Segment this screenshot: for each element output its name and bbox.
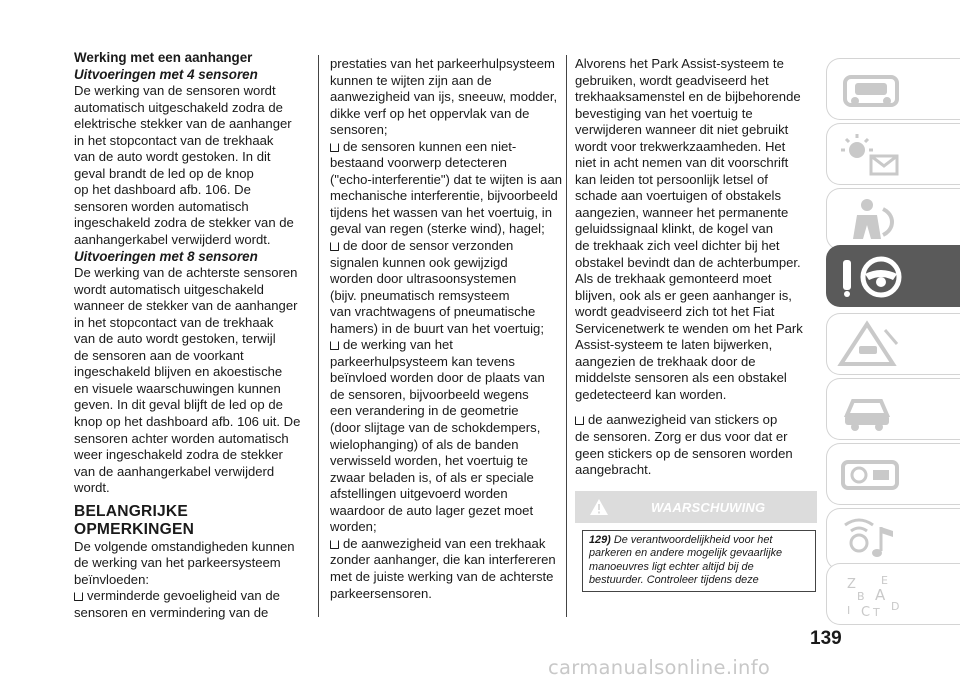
text-line: de sensoren kunnen een niet-	[343, 138, 517, 154]
text-line: gebruiken, wordt geadviseerd het	[575, 72, 769, 88]
seat-safety-icon	[837, 195, 907, 245]
svg-text:T: T	[873, 606, 880, 619]
text-line: de trekhaak zich veel dichter bij het	[575, 238, 780, 254]
text-line: aangebracht.	[575, 462, 652, 478]
warning-body	[582, 530, 816, 592]
text-line: parkeerhulpsysteem kan tevens	[330, 353, 515, 369]
chapter-tab-starting-driving[interactable]	[826, 245, 960, 307]
text-line: de sensoren, bijvoorbeeld wegens	[330, 386, 529, 402]
text-line: de sensoren. Zorg er dus voor dat er	[575, 429, 788, 445]
text-line: afstellingen uitgevoerd worden	[330, 486, 508, 502]
text-line: worden;	[330, 519, 377, 535]
svg-text:C: C	[861, 605, 871, 620]
paragraph	[575, 56, 815, 403]
text-line: mechanische interferentie, bijvoorbeeld	[330, 188, 558, 204]
subheading-4-sensors: Uitvoeringen met 4 sensoren	[74, 66, 258, 82]
text-line: de sensoren aan de voorkant	[74, 347, 244, 363]
text-line: zwaar beladen is, of als er speciale	[330, 469, 534, 485]
text-line: in het stopcontact van de trekhaak	[74, 132, 274, 148]
text-line: de werking van het parkeersysteem	[74, 555, 281, 571]
warning-lights-icon	[837, 130, 907, 180]
text-line: knop op het dashboard afb. 106 uit. De	[74, 414, 301, 430]
bullet-item	[575, 412, 815, 478]
text-line: De volgende omstandigheden kunnen	[74, 538, 295, 554]
text-line: de aanwezigheid van een trekhaak	[343, 535, 546, 551]
text-line: signalen kunnen ook gewijzigd	[330, 254, 508, 270]
text-line: een verandering in de geometrie	[330, 403, 519, 419]
bullet-icon	[575, 416, 584, 425]
warning-title: WAARSCHUWING	[651, 500, 766, 515]
bullet-item	[74, 588, 308, 621]
bullet-item	[330, 337, 562, 536]
chapter-tab-index[interactable]	[826, 563, 960, 625]
svg-text:E: E	[881, 574, 888, 587]
text-line: geval van regen (sterke wind), hagel;	[330, 221, 545, 237]
bullet-item	[330, 536, 562, 602]
technical-data-icon	[837, 450, 907, 500]
text-line: verwisseld worden, het voertuig te	[330, 453, 528, 469]
column-left	[74, 50, 308, 622]
text-line: waardoor de auto lager gezet moet	[330, 502, 534, 518]
text-line: kunnen te wijten zijn aan de	[330, 72, 492, 88]
text-line: trekhaaksamenstel en de bijbehorende	[575, 89, 801, 105]
text-line: wielophanging) of als de banden	[330, 436, 519, 452]
paragraph	[74, 539, 308, 589]
text-line: geval brandt de led op de knop	[74, 165, 254, 181]
text-line: sensoren worden automatisch	[74, 198, 249, 214]
text-line: gedetecteerd kan worden.	[575, 386, 727, 402]
text-line: blijven, ook als er geen aanhanger is,	[575, 287, 792, 303]
text-line: kan leiden tot persoonlijk letsel of	[575, 171, 768, 187]
paragraph	[330, 56, 562, 139]
column-divider	[566, 55, 567, 617]
subheading-8-sensors: Uitvoeringen met 8 sensoren	[74, 248, 258, 264]
text-line: ingeschakeld blijven en akoestische	[74, 364, 283, 380]
text-line: middelste sensoren als een obstakel	[575, 370, 787, 386]
text-line: automatisch uitgeschakeld zodra de	[74, 99, 283, 115]
chapter-tab-warning-lights[interactable]	[826, 123, 960, 185]
text-line: zonder aanhanger, die kan interfereren	[330, 552, 556, 568]
column-middle	[330, 56, 562, 602]
caps-heading-line1: BELANGRIJKE	[74, 502, 188, 520]
text-line: geen stickers op de sensoren worden	[575, 445, 793, 461]
text-line: niet in acht nemen van dit voorschrift	[575, 155, 789, 171]
text-line: aanwezigheid van ijs, sneeuw, modder,	[330, 89, 558, 105]
maintenance-car-icon	[837, 385, 907, 435]
bullet-icon	[330, 341, 339, 350]
text-line: wordt automatisch uitgeschakeld	[74, 281, 264, 297]
bullet-icon	[330, 540, 339, 549]
column-divider	[318, 55, 319, 617]
text-line: van de auto wordt gestoken. In dit	[74, 149, 271, 165]
chapter-tab-dashboard[interactable]	[826, 58, 960, 120]
text-line: van vrachtwagens of pneumatische	[330, 304, 536, 320]
multimedia-icon	[837, 515, 907, 565]
text-line: hamers) in de buurt van het voertuig;	[330, 320, 544, 336]
warning-header	[575, 491, 817, 523]
text-line: verwijderen wanneer dit niet gebruikt	[575, 122, 789, 138]
text-line: aangezien, wanneer het permanente	[575, 204, 789, 220]
bullet-item	[330, 238, 562, 337]
section-heading: Werking met een aanhanger	[74, 50, 253, 65]
text-line: Alvorens het Park Assist-systeem te	[575, 56, 784, 71]
text-line: geluidssignaal klinkt, de kogel van	[575, 221, 773, 237]
text-line: manoeuvres ligt echter altijd bij de	[589, 560, 754, 573]
text-line: geven. In dit geval blijft de led op de	[74, 397, 283, 413]
caps-heading-line2: OPMERKINGEN	[74, 520, 195, 538]
text-line: De werking van de sensoren wordt	[74, 83, 276, 99]
warning-number: 129)	[589, 534, 611, 546]
car-dashboard-icon	[837, 65, 907, 115]
svg-text:I: I	[847, 604, 851, 617]
text-line: Assist-systeem te laten bijwerken,	[575, 337, 773, 353]
text-line: beïnvloeden:	[74, 571, 149, 587]
bullet-icon	[330, 242, 339, 251]
text-line: parkeersensoren.	[330, 585, 432, 601]
text-line: de door de sensor verzonden	[343, 238, 514, 254]
watermark: carmanualsonline.info	[548, 656, 771, 679]
text-line: wordt voor trekwerkzaamheden. Het	[575, 138, 786, 154]
text-line: De verantwoordelijkheid voor het	[613, 534, 773, 546]
text-line: van de aanhangerkabel verwijderd	[74, 463, 275, 479]
text-line: aangezien de trekhaak door de	[575, 353, 756, 369]
text-line: op het dashboard afb. 106. De	[74, 182, 251, 198]
page-number: 139	[810, 628, 842, 649]
paragraph	[74, 265, 308, 497]
text-line: sensoren achter worden automatisch	[74, 430, 289, 446]
text-line: parkeren en andere mogelijk gevaarlijke	[589, 547, 783, 560]
index-letters-icon	[837, 570, 907, 620]
text-line: obstakel bevindt dan de achterbumper.	[575, 254, 801, 270]
text-line: (door slijtage van de schokdempers,	[330, 420, 541, 436]
chapter-tab-technical-data[interactable]	[826, 443, 960, 505]
text-line: beïnvloed worden door de plaats van	[330, 370, 545, 386]
chapter-tab-safety[interactable]	[826, 188, 960, 250]
text-line: De werking van de achterste sensoren	[74, 265, 298, 281]
text-line: bestaand voorwerp detecteren	[330, 155, 507, 171]
text-line: van de auto wordt gestoken, terwijl	[74, 331, 276, 347]
text-line: aanhangerkabel verwijderd wordt.	[74, 232, 271, 248]
chapter-tab-emergency[interactable]	[826, 313, 960, 375]
chapter-tab-maintenance[interactable]	[826, 378, 960, 440]
text-line: Als de trekhaak gemonteerd moet	[575, 271, 772, 287]
text-line: weer ingeschakeld zodra de stekker	[74, 447, 283, 463]
svg-text:Z: Z	[847, 577, 856, 592]
text-line: schade aan voertuigen of obstakels	[575, 188, 782, 204]
text-line: met de juiste werking van de achterste	[330, 568, 554, 584]
text-line: wordt.	[74, 480, 110, 496]
text-line: sensoren;	[330, 122, 388, 138]
text-line: ("echo-interferentie") dat te wijten is aan	[330, 171, 563, 187]
chapter-tab-multimedia[interactable]	[826, 508, 960, 570]
svg-text:B: B	[857, 590, 865, 603]
text-line: verminderde gevoeligheid van de	[87, 588, 280, 604]
text-line: wanneer de stekker van de aanhanger	[74, 298, 298, 314]
text-line: bestuurder. Controleer tijdens deze	[589, 574, 759, 587]
bullet-item	[330, 139, 562, 238]
svg-text:A: A	[875, 586, 886, 604]
text-line: worden door ultrasoonsystemen	[330, 271, 517, 287]
text-line: wordt geadviseerd zich tot het Fiat	[575, 304, 775, 320]
text-line: Servicenetwerk te wenden om het Park	[575, 320, 803, 336]
text-line: bevestiging van het voertuig te	[575, 105, 753, 121]
text-line: sensoren en vermindering van de	[74, 604, 269, 620]
text-line: tijdens het wassen van het voertuig, in	[330, 204, 552, 220]
text-line: en visuele waarschuwingen kunnen	[74, 380, 281, 396]
text-line: prestaties van het parkeerhulpsysteem	[330, 56, 555, 71]
text-line: dikke verf op het oppervlak van de	[330, 105, 530, 121]
svg-text:D: D	[891, 600, 900, 613]
text-line: (bijv. pneumatisch remsysteem	[330, 287, 510, 303]
bullet-icon	[330, 143, 339, 152]
column-right	[575, 56, 815, 479]
road-emergency-icon	[837, 320, 907, 370]
key-steering-wheel-icon	[837, 252, 907, 302]
paragraph	[74, 83, 308, 248]
text-line: de werking van het	[343, 337, 453, 353]
bullet-icon	[74, 592, 83, 601]
text-line: elektrische stekker van de aanhanger	[74, 116, 292, 132]
text-line: de aanwezigheid van stickers op	[588, 412, 778, 428]
text-line: ingeschakeld zodra de stekker van de	[74, 215, 294, 231]
text-line: in het stopcontact van de trekhaak	[74, 314, 274, 330]
warning-triangle-icon	[589, 498, 609, 516]
